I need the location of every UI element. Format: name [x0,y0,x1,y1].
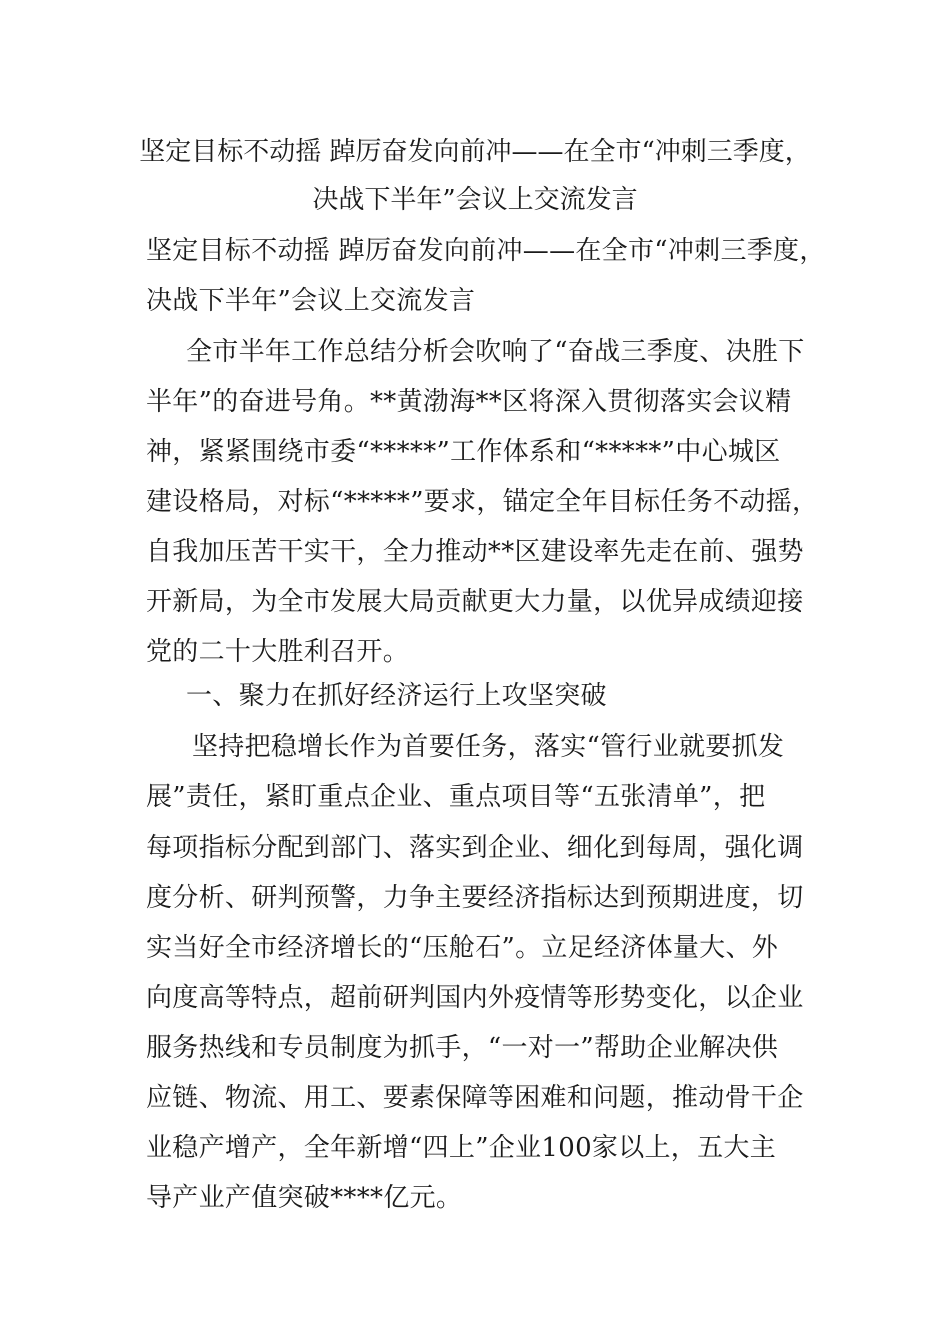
section-1-line: 服务热线和专员制度为抓手，“一对一”帮助企业解决供 [146,1033,779,1063]
repeat-title-line-2: 决战下半年”会议上交流发言 [146,286,476,316]
intro-line: 全市半年工作总结分析会吹响了“奋战三季度、决胜下 [186,337,805,367]
intro-line: 开新局，为全市发展大局贡献更大力量，以优异成绩迎接 [146,587,804,617]
intro-line: 神，紧紧围绕市委“*****”工作体系和“*****”中心城区 [146,437,781,467]
document-title-line-1: 坚定目标不动摇 踔厉奋发向前冲——在全市“冲刺三季度， [139,137,811,167]
repeat-title-line-1: 坚定目标不动摇 踔厉奋发向前冲——在全市“冲刺三季度， [146,236,826,266]
section-1-line: 向度高等特点，超前研判国内外疫情等形势变化，以企业 [146,983,804,1013]
section-1-line: 业稳产增产，全年新增“四上”企业100家以上，五大主 [146,1133,777,1163]
section-1-line: 应链、物流、用工、要素保障等困难和问题，推动骨干企 [146,1083,804,1113]
intro-line: 半年”的奋进号角。**黄渤海**区将深入贯彻落实会议精 [146,387,792,417]
section-1-line: 每项指标分配到部门、落实到企业、细化到每周，强化调 [146,833,804,863]
intro-line: 党的二十大胜利召开。 [146,637,410,667]
section-1-line: 导产业产值突破****亿元。 [146,1183,463,1213]
section-1-line: 展”责任，紧盯重点企业、重点项目等“五张清单”，把 [146,782,766,812]
document-title-line-2: 决战下半年”会议上交流发言 [312,185,638,215]
intro-line: 自我加压苦干实干，全力推动**区建设率先走在前、强势 [146,537,804,567]
section-1-line: 坚持把稳增长作为首要任务，落实“管行业就要抓发 [192,732,785,762]
section-1-line: 度分析、研判预警，力争主要经济指标达到预期进度，切 [146,883,804,913]
section-1-line: 实当好全市经济增长的“压舱石”。立足经济体量大、外 [146,933,779,963]
intro-line: 建设格局，对标“*****”要求，锚定全年目标任务不动摇， [146,487,819,517]
section-1-heading: 一、聚力在抓好经济运行上攻坚突破 [186,681,607,711]
